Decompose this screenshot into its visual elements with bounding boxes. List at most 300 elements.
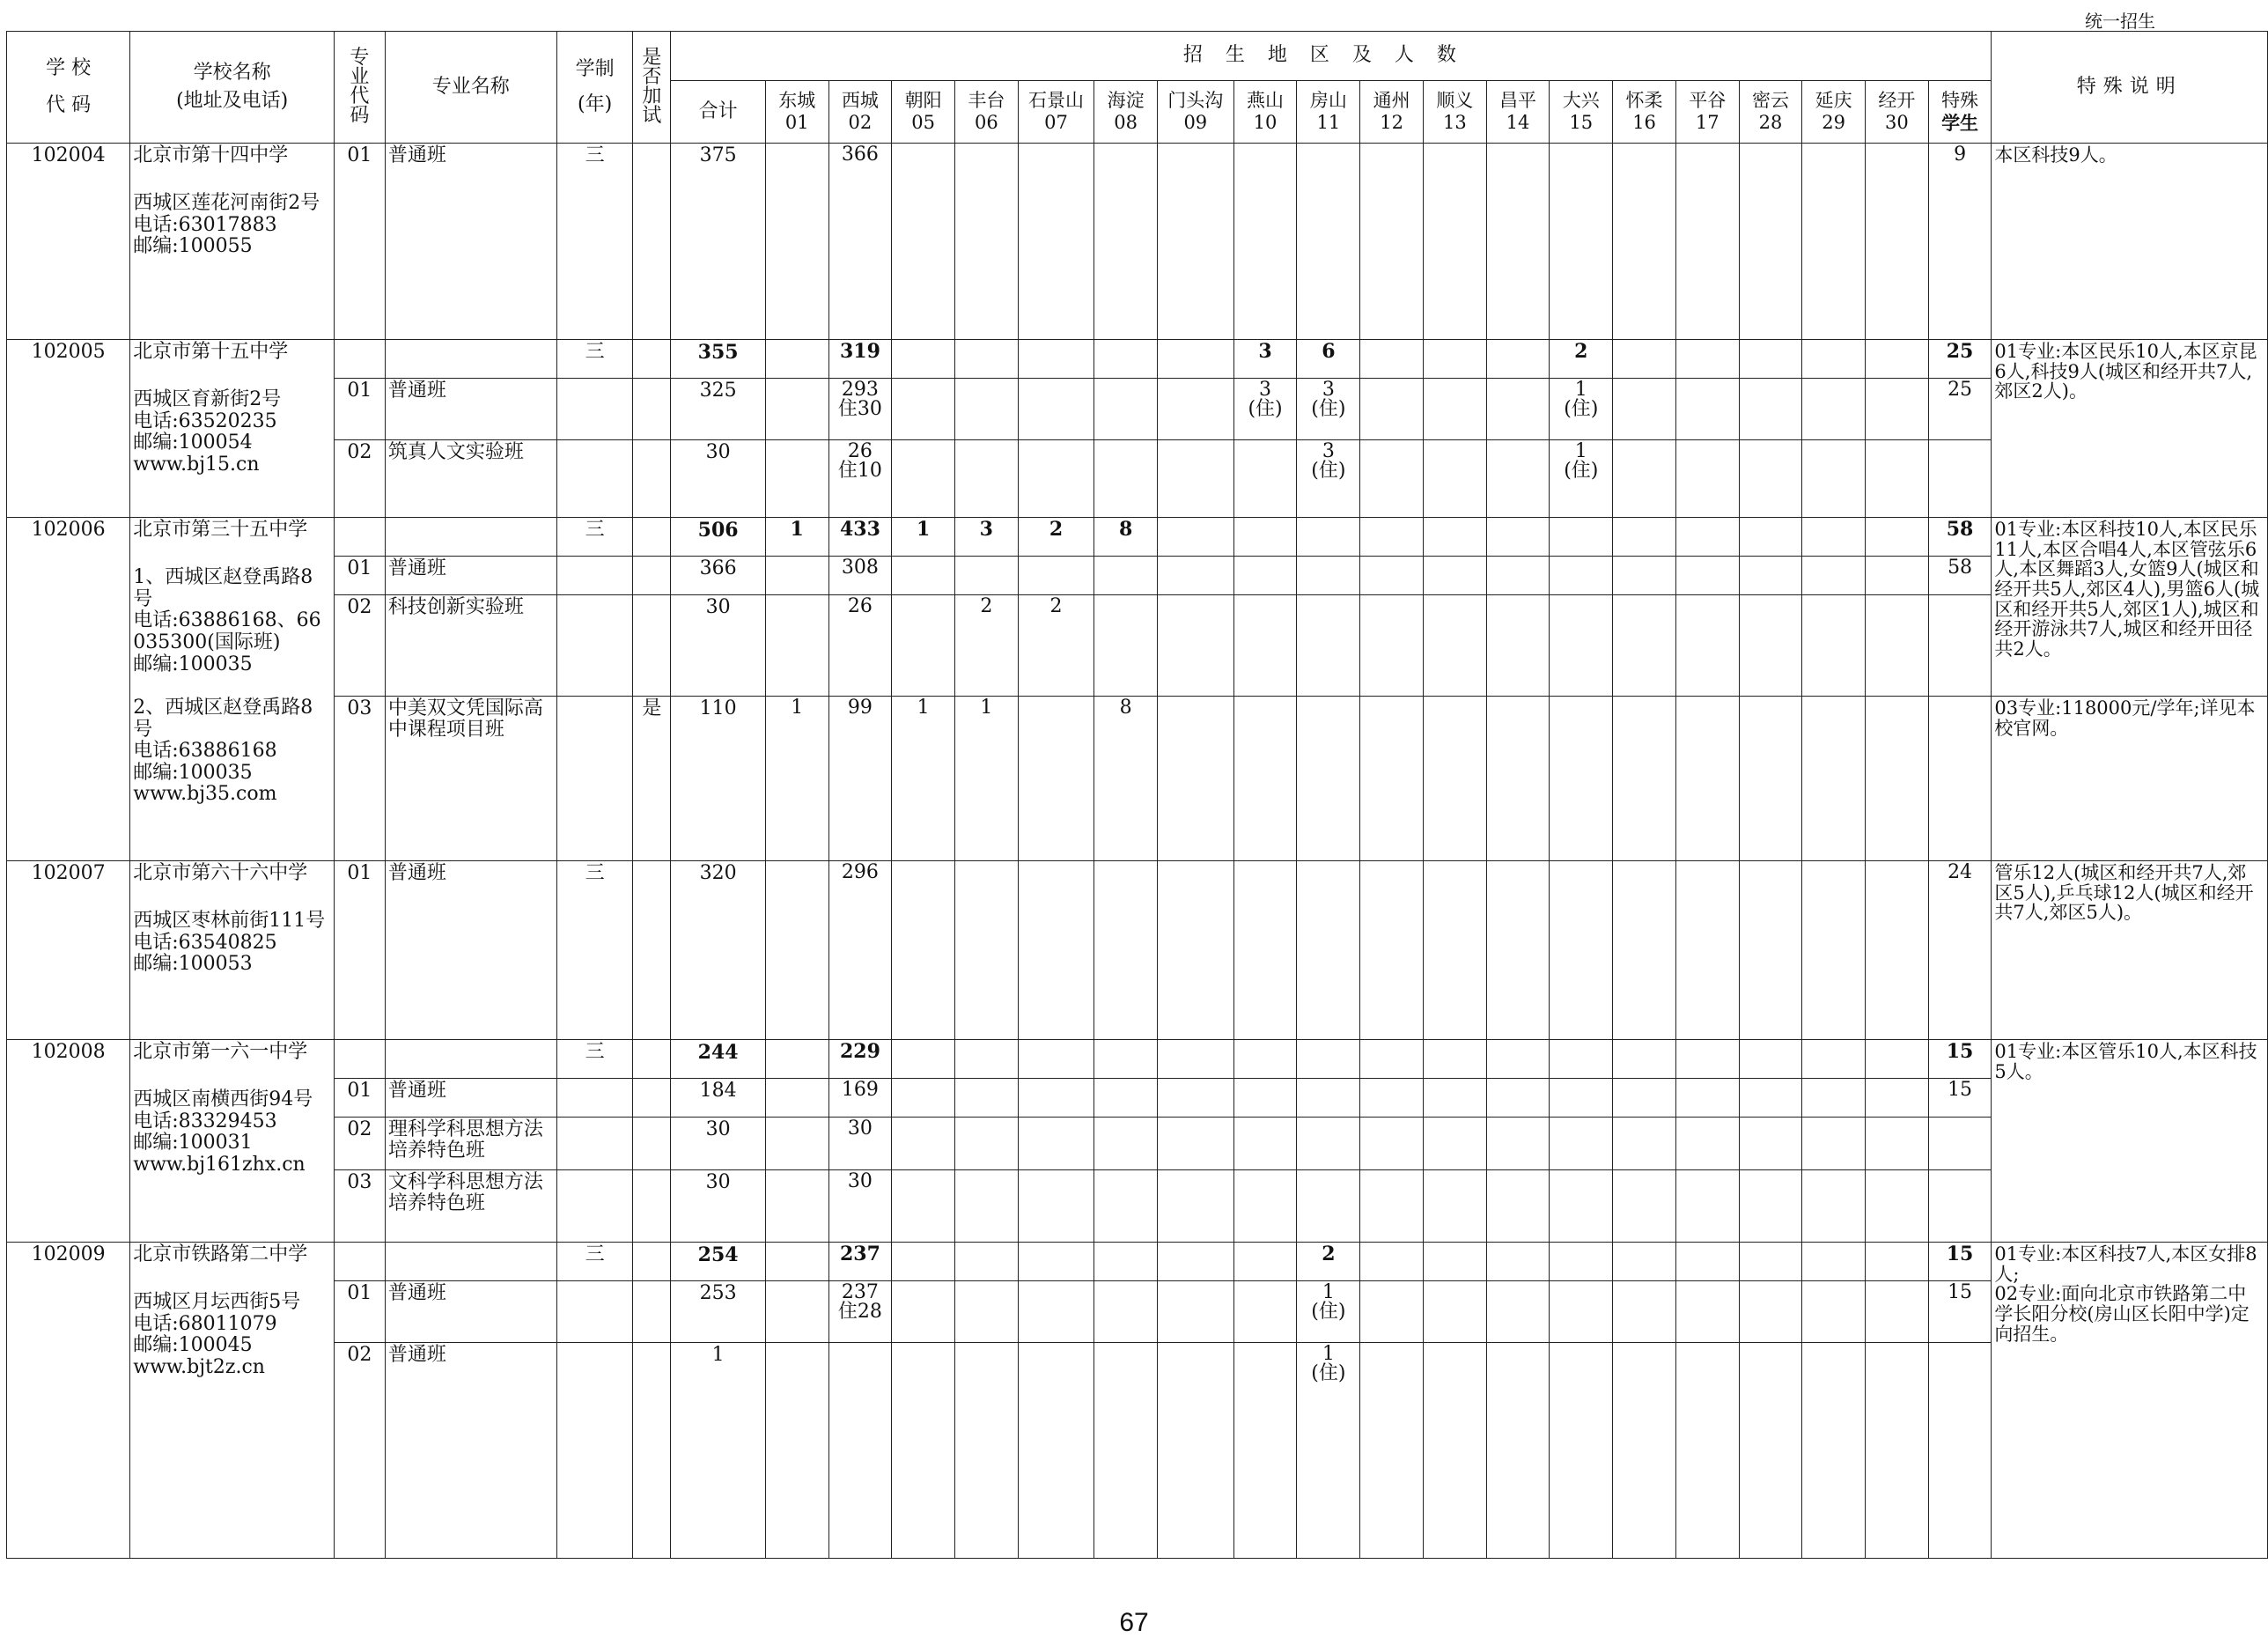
school-address: 西城区育新街2号 电话:63520235 邮编:100054 www.bj15.cn <box>133 388 282 476</box>
region-cell-10 <box>1233 144 1297 340</box>
region-cell-28 <box>1739 1281 1802 1343</box>
region-cell-01 <box>765 1170 828 1243</box>
major-years: 三 <box>556 861 633 1040</box>
school-code: 102006 <box>7 518 130 861</box>
school-address: 西城区莲花河南街2号 电话:63017883 邮编:100055 <box>133 192 320 258</box>
region-cell-08 <box>1094 1118 1158 1170</box>
header-region-12: 通州 12 <box>1360 81 1424 144</box>
region-cell-12 <box>1360 1040 1424 1079</box>
region-cell-16 <box>1613 379 1676 440</box>
school-info <box>130 518 335 861</box>
school-name: 北京市铁路第二中学 <box>133 1243 308 1265</box>
region-cell-14 <box>1486 518 1550 557</box>
region-cell-06 <box>954 1343 1018 1559</box>
region-cell-07: 2 <box>1018 595 1094 697</box>
region-cell-08 <box>1094 861 1158 1040</box>
region-cell-15: 2 <box>1550 340 1613 379</box>
region-cell-10 <box>1233 440 1297 518</box>
table-row <box>7 1281 2268 1343</box>
region-cell-30 <box>1866 1343 1929 1559</box>
header-region-06: 丰台 06 <box>954 81 1018 144</box>
major-name: 普通班 <box>385 1343 556 1559</box>
header-region-02: 西城 02 <box>828 81 892 144</box>
region-cell-17 <box>1675 379 1739 440</box>
major-name: 普通班 <box>385 861 556 1040</box>
extra-test <box>633 1170 671 1243</box>
table-row <box>7 340 2268 379</box>
major-name: 文科学科思想方法培养特色班 <box>385 1170 556 1243</box>
region-cell-09 <box>1158 595 1234 697</box>
region-cell-16 <box>1613 1040 1676 1079</box>
header-special: 特殊说明 <box>1992 32 2268 144</box>
major-years <box>556 1118 633 1170</box>
region-cell-07 <box>1018 1079 1094 1118</box>
region-cell-17 <box>1675 861 1739 1040</box>
table-row <box>7 1170 2268 1243</box>
region-cell-13 <box>1423 861 1486 1040</box>
region-cell-sp: 25 <box>1928 379 1992 440</box>
region-cell-29 <box>1802 144 1866 340</box>
total-cell: 30 <box>671 1118 765 1170</box>
region-cell-28 <box>1739 1170 1802 1243</box>
header-total: 合计 <box>671 81 765 144</box>
region-cell-15 <box>1550 1079 1613 1118</box>
region-cell-12 <box>1360 518 1424 557</box>
region-cell-29 <box>1802 440 1866 518</box>
major-code: 03 <box>335 697 386 861</box>
region-cell-16 <box>1613 1243 1676 1281</box>
school-code: 102007 <box>7 861 130 1040</box>
region-cell-07 <box>1018 440 1094 518</box>
region-cell-28 <box>1739 1118 1802 1170</box>
school-code: 102005 <box>7 340 130 518</box>
region-cell-05 <box>892 1118 955 1170</box>
region-cell-sp <box>1928 1170 1992 1243</box>
extra-test <box>633 1118 671 1170</box>
school-info <box>130 144 335 340</box>
school-address: 西城区南横西街94号 电话:83329453 邮编:100031 www.bj161zhx.cn <box>133 1088 313 1177</box>
region-cell-17 <box>1675 518 1739 557</box>
extra-test <box>633 1040 671 1079</box>
school-name: 北京市第三十五中学 <box>133 519 308 541</box>
region-cell-13 <box>1423 1281 1486 1343</box>
region-cell-12 <box>1360 861 1424 1040</box>
region-cell-07 <box>1018 144 1094 340</box>
major-code <box>335 1243 386 1281</box>
region-cell-05 <box>892 144 955 340</box>
region-cell-05 <box>892 1079 955 1118</box>
major-code: 01 <box>335 1079 386 1118</box>
region-cell-05 <box>892 595 955 697</box>
extra-test <box>633 379 671 440</box>
table-row <box>7 1040 2268 1079</box>
region-cell-30 <box>1866 144 1929 340</box>
region-cell-06: 1 <box>954 697 1018 861</box>
table-row <box>7 697 2268 861</box>
region-cell-06 <box>954 1040 1018 1079</box>
region-cell-08 <box>1094 1170 1158 1243</box>
region-cell-30 <box>1866 595 1929 697</box>
region-cell-08: 8 <box>1094 697 1158 861</box>
header-region-14: 昌平 14 <box>1486 81 1550 144</box>
region-cell-14 <box>1486 595 1550 697</box>
region-cell-16 <box>1613 1281 1676 1343</box>
major-code: 01 <box>335 379 386 440</box>
school-address: 西城区枣林前街111号 电话:63540825 邮编:100053 <box>133 910 326 976</box>
region-cell-28 <box>1739 595 1802 697</box>
major-years <box>556 440 633 518</box>
region-cell-15 <box>1550 1281 1613 1343</box>
region-cell-15 <box>1550 861 1613 1040</box>
major-name: 科技创新实验班 <box>385 595 556 697</box>
major-name: 理科学科思想方法培养特色班 <box>385 1118 556 1170</box>
region-cell-17 <box>1675 440 1739 518</box>
region-cell-12 <box>1360 144 1424 340</box>
school-address: 西城区月坛西街5号 电话:68011079 邮编:100045 www.bjt2z.cn <box>133 1291 301 1379</box>
region-cell-05 <box>892 340 955 379</box>
region-cell-11 <box>1297 144 1360 340</box>
region-cell-sp: 9 <box>1928 144 1992 340</box>
region-cell-sp: 15 <box>1928 1079 1992 1118</box>
header-extra-test: 是 否 加 试 <box>633 32 671 144</box>
header-region-10: 燕山 10 <box>1233 81 1297 144</box>
region-cell-09 <box>1158 144 1234 340</box>
region-cell-07 <box>1018 697 1094 861</box>
extra-test <box>633 144 671 340</box>
total-cell: 253 <box>671 1281 765 1343</box>
major-name: 普通班 <box>385 557 556 595</box>
region-cell-13 <box>1423 144 1486 340</box>
region-cell-07 <box>1018 1281 1094 1343</box>
region-cell-29 <box>1802 1118 1866 1170</box>
region-cell-13 <box>1423 379 1486 440</box>
region-cell-16 <box>1613 1343 1676 1559</box>
region-cell-13 <box>1423 595 1486 697</box>
region-cell-15 <box>1550 557 1613 595</box>
region-cell-17 <box>1675 1243 1739 1281</box>
region-cell-10 <box>1233 697 1297 861</box>
region-cell-sp <box>1928 595 1992 697</box>
table-row <box>7 440 2268 518</box>
region-cell-05 <box>892 1040 955 1079</box>
region-cell-29 <box>1802 595 1866 697</box>
region-cell-17 <box>1675 1281 1739 1343</box>
region-cell-08 <box>1094 557 1158 595</box>
region-cell-10 <box>1233 518 1297 557</box>
region-cell-28 <box>1739 440 1802 518</box>
region-cell-14 <box>1486 440 1550 518</box>
major-years: 三 <box>556 144 633 340</box>
total-cell: 325 <box>671 379 765 440</box>
region-cell-30 <box>1866 557 1929 595</box>
region-cell-17 <box>1675 1079 1739 1118</box>
region-cell-12 <box>1360 379 1424 440</box>
region-cell-06 <box>954 1170 1018 1243</box>
region-cell-14 <box>1486 1118 1550 1170</box>
school-code: 102009 <box>7 1243 130 1559</box>
region-cell-15 <box>1550 1243 1613 1281</box>
extra-test <box>633 1243 671 1281</box>
header-region-sp: 特殊 学生 <box>1928 81 1992 144</box>
region-cell-12 <box>1360 697 1424 861</box>
extra-test <box>633 1281 671 1343</box>
major-years <box>556 1079 633 1118</box>
region-cell-11 <box>1297 697 1360 861</box>
region-cell-02: 26 <box>828 595 892 697</box>
school-code: 102008 <box>7 1040 130 1243</box>
region-cell-11 <box>1297 1079 1360 1118</box>
region-cell-10 <box>1233 1079 1297 1118</box>
region-cell-17 <box>1675 1118 1739 1170</box>
region-cell-01 <box>765 557 828 595</box>
region-cell-05 <box>892 440 955 518</box>
region-cell-01 <box>765 1079 828 1118</box>
header-region-span: 招生地区及人数 <box>671 32 1992 81</box>
table-row <box>7 1343 2268 1559</box>
header-region-09: 门头沟 09 <box>1158 81 1234 144</box>
extra-test: 是 <box>633 697 671 861</box>
region-cell-16 <box>1613 1079 1676 1118</box>
region-cell-06 <box>954 557 1018 595</box>
region-cell-02: 99 <box>828 697 892 861</box>
region-cell-16 <box>1613 518 1676 557</box>
region-cell-sp: 15 <box>1928 1243 1992 1281</box>
region-cell-14 <box>1486 1281 1550 1343</box>
region-cell-28 <box>1739 1243 1802 1281</box>
table-row <box>7 379 2268 440</box>
school-name: 北京市第十四中学 <box>133 144 289 166</box>
region-cell-09 <box>1158 1118 1234 1170</box>
region-cell-01 <box>765 595 828 697</box>
region-cell-01 <box>765 1243 828 1281</box>
region-cell-17 <box>1675 1170 1739 1243</box>
region-cell-07 <box>1018 1118 1094 1170</box>
region-cell-29 <box>1802 1079 1866 1118</box>
header-region-30: 经开 30 <box>1866 81 1929 144</box>
region-cell-09 <box>1158 861 1234 1040</box>
region-cell-06 <box>954 1118 1018 1170</box>
major-years: 三 <box>556 340 633 379</box>
major-code <box>335 1040 386 1079</box>
header-region-29: 延庆 29 <box>1802 81 1866 144</box>
region-cell-08 <box>1094 144 1158 340</box>
region-cell-sp <box>1928 440 1992 518</box>
region-cell-08: 8 <box>1094 518 1158 557</box>
region-cell-01 <box>765 1040 828 1079</box>
region-cell-13 <box>1423 440 1486 518</box>
region-cell-29 <box>1802 861 1866 1040</box>
header-code: 学 校 代 码 <box>7 32 130 144</box>
region-cell-06 <box>954 340 1018 379</box>
region-cell-02: 296 <box>828 861 892 1040</box>
major-years <box>556 379 633 440</box>
region-cell-02: 30 <box>828 1170 892 1243</box>
major-name: 普通班 <box>385 1079 556 1118</box>
region-cell-07 <box>1018 379 1094 440</box>
school-info <box>130 1243 335 1559</box>
region-cell-17 <box>1675 557 1739 595</box>
region-cell-02: 293 住30 <box>828 379 892 440</box>
table-row <box>7 595 2268 697</box>
region-cell-12 <box>1360 1343 1424 1559</box>
header-region-07: 石景山 07 <box>1018 81 1094 144</box>
major-years <box>556 1170 633 1243</box>
major-code <box>335 518 386 557</box>
region-cell-29 <box>1802 1170 1866 1243</box>
region-cell-13 <box>1423 1040 1486 1079</box>
region-cell-06 <box>954 1079 1018 1118</box>
region-cell-08 <box>1094 1243 1158 1281</box>
region-cell-05 <box>892 379 955 440</box>
extra-test <box>633 595 671 697</box>
region-cell-09 <box>1158 697 1234 861</box>
region-cell-10 <box>1233 861 1297 1040</box>
region-cell-13 <box>1423 518 1486 557</box>
region-cell-02: 308 <box>828 557 892 595</box>
region-cell-sp <box>1928 1118 1992 1170</box>
total-cell: 110 <box>671 697 765 861</box>
region-cell-02: 433 <box>828 518 892 557</box>
special-note: 管乐12人(城区和经开共7人,郊区5人),乒乓球12人(城区和经开共7人,郊区5人)。 <box>1992 861 2268 1040</box>
region-cell-15: 1 (住) <box>1550 440 1613 518</box>
region-cell-11: 6 <box>1297 340 1360 379</box>
region-cell-29 <box>1802 1243 1866 1281</box>
region-cell-sp <box>1928 1343 1992 1559</box>
region-cell-12 <box>1360 595 1424 697</box>
region-cell-09 <box>1158 1243 1234 1281</box>
region-cell-14 <box>1486 1079 1550 1118</box>
special-note: 01专业:本区科技7人,本区女排8人; 02专业:面向北京市铁路第二中学长阳分校(房山区长阳中学)定向招生。 <box>1992 1243 2268 1559</box>
major-code <box>335 340 386 379</box>
region-cell-11 <box>1297 595 1360 697</box>
region-cell-28 <box>1739 861 1802 1040</box>
major-code: 02 <box>335 440 386 518</box>
region-cell-10 <box>1233 1118 1297 1170</box>
region-cell-16 <box>1613 1170 1676 1243</box>
region-cell-09 <box>1158 1343 1234 1559</box>
region-cell-13 <box>1423 1343 1486 1559</box>
region-cell-15 <box>1550 1170 1613 1243</box>
major-name: 普通班 <box>385 144 556 340</box>
special-note: 03专业:118000元/学年;详见本校官网。 <box>1992 697 2268 861</box>
region-cell-12 <box>1360 340 1424 379</box>
header-region-13: 顺义 13 <box>1423 81 1486 144</box>
region-cell-12 <box>1360 1170 1424 1243</box>
region-cell-01 <box>765 1118 828 1170</box>
region-cell-29 <box>1802 379 1866 440</box>
region-cell-30 <box>1866 1170 1929 1243</box>
region-cell-14 <box>1486 379 1550 440</box>
region-cell-05 <box>892 1243 955 1281</box>
region-cell-13 <box>1423 340 1486 379</box>
region-cell-15 <box>1550 1343 1613 1559</box>
region-cell-30 <box>1866 861 1929 1040</box>
school-name: 北京市第六十六中学 <box>133 862 308 884</box>
region-cell-15 <box>1550 144 1613 340</box>
region-cell-13 <box>1423 557 1486 595</box>
region-cell-29 <box>1802 557 1866 595</box>
major-name <box>385 518 556 557</box>
extra-test <box>633 1343 671 1559</box>
header-region-17: 平谷 17 <box>1675 81 1739 144</box>
region-cell-09 <box>1158 1170 1234 1243</box>
table-row <box>7 1243 2268 1281</box>
table-row <box>7 1118 2268 1170</box>
region-cell-07 <box>1018 1243 1094 1281</box>
header-region-16: 怀柔 16 <box>1613 81 1676 144</box>
region-cell-28 <box>1739 557 1802 595</box>
region-cell-05 <box>892 1170 955 1243</box>
region-cell-14 <box>1486 1170 1550 1243</box>
region-cell-11 <box>1297 861 1360 1040</box>
region-cell-11 <box>1297 1040 1360 1079</box>
region-cell-10 <box>1233 595 1297 697</box>
region-cell-02 <box>828 1343 892 1559</box>
special-note: 01专业:本区管乐10人,本区科技5人。 <box>1992 1040 2268 1243</box>
major-years <box>556 595 633 697</box>
header-region-15: 大兴 15 <box>1550 81 1613 144</box>
region-cell-sp: 24 <box>1928 861 1992 1040</box>
region-cell-14 <box>1486 557 1550 595</box>
region-cell-30 <box>1866 340 1929 379</box>
region-cell-sp: 15 <box>1928 1040 1992 1079</box>
region-cell-13 <box>1423 697 1486 861</box>
extra-test <box>633 861 671 1040</box>
region-cell-29 <box>1802 1281 1866 1343</box>
region-cell-28 <box>1739 1343 1802 1559</box>
region-cell-11 <box>1297 1118 1360 1170</box>
region-cell-06 <box>954 379 1018 440</box>
region-cell-06 <box>954 1243 1018 1281</box>
special-note: 01专业:本区科技10人,本区民乐11人,本区合唱4人,本区管弦乐6人,本区舞蹈3人,女篮9人(城区和经开共5人,郊区4人),男篮6人(城区和经开共5人,郊区1人),城区和经开游泳共7人,城区和经开田径共2人。 <box>1992 518 2268 697</box>
header-region-08: 海淀 08 <box>1094 81 1158 144</box>
extra-test <box>633 440 671 518</box>
region-cell-07 <box>1018 861 1094 1040</box>
region-cell-17 <box>1675 1040 1739 1079</box>
region-cell-12 <box>1360 1118 1424 1170</box>
region-cell-02: 319 <box>828 340 892 379</box>
school-name: 北京市第一六一中学 <box>133 1041 308 1063</box>
region-cell-28 <box>1739 518 1802 557</box>
region-cell-09 <box>1158 1040 1234 1079</box>
region-cell-11 <box>1297 518 1360 557</box>
major-code: 02 <box>335 1343 386 1559</box>
region-cell-29 <box>1802 1040 1866 1079</box>
corner-label: 统一招生 <box>2085 11 2155 32</box>
region-cell-12 <box>1360 1281 1424 1343</box>
region-cell-28 <box>1739 1079 1802 1118</box>
region-cell-17 <box>1675 1343 1739 1559</box>
region-cell-sp: 15 <box>1928 1281 1992 1343</box>
region-cell-02: 30 <box>828 1118 892 1170</box>
region-cell-10 <box>1233 1243 1297 1281</box>
total-cell: 366 <box>671 557 765 595</box>
major-years: 三 <box>556 1243 633 1281</box>
total-cell: 375 <box>671 144 765 340</box>
region-cell-28 <box>1739 379 1802 440</box>
region-cell-11 <box>1297 557 1360 595</box>
region-cell-01 <box>765 144 828 340</box>
region-cell-02: 229 <box>828 1040 892 1079</box>
region-cell-07 <box>1018 1040 1094 1079</box>
region-cell-09 <box>1158 440 1234 518</box>
region-cell-sp: 58 <box>1928 557 1992 595</box>
school-name: 北京市第十五中学 <box>133 341 289 363</box>
region-cell-17 <box>1675 340 1739 379</box>
region-cell-30 <box>1866 1118 1929 1170</box>
region-cell-02: 26 住10 <box>828 440 892 518</box>
total-cell: 30 <box>671 440 765 518</box>
